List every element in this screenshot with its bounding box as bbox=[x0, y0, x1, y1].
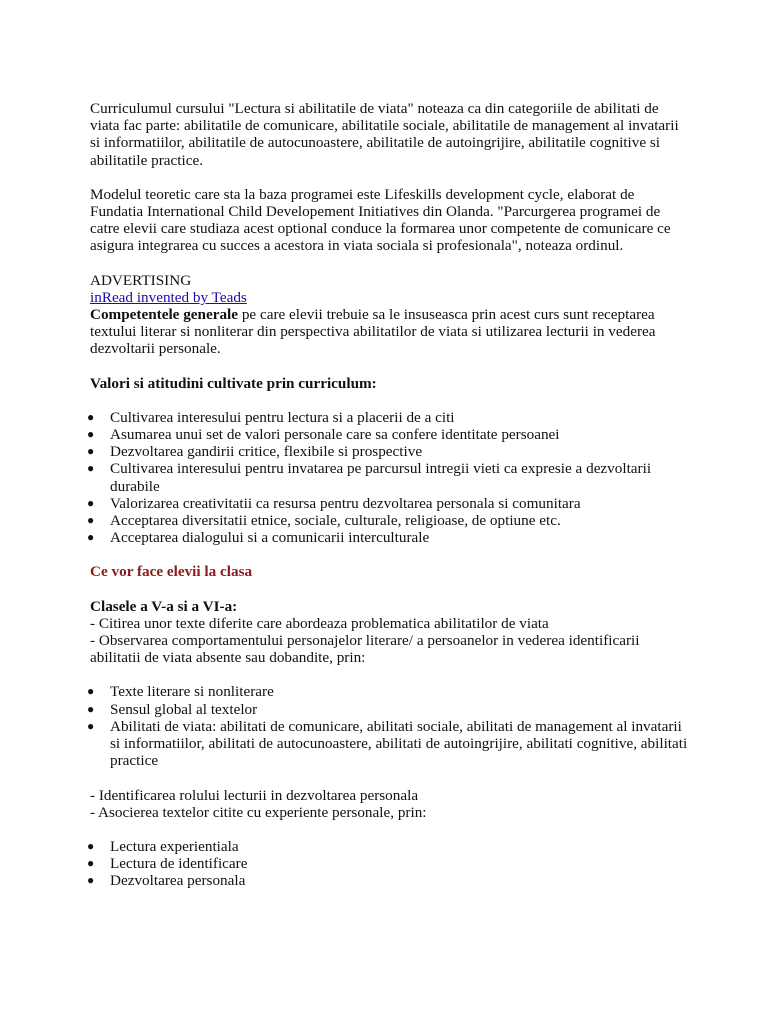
bullet-icon: ● bbox=[87, 873, 95, 888]
clasele-list-2 bbox=[87, 837, 690, 890]
list-item: ● Texte literare si nonliterare bbox=[87, 683, 274, 701]
list-item: ● Sensul global al textelor bbox=[87, 700, 258, 718]
clasele-line-2: - Observarea comportamentului personajelor literare/ a persoanelor in vederea identificarii abilitatii de viata absente sau dobandite, prin: bbox=[90, 632, 640, 667]
bullet-icon: ● bbox=[87, 513, 95, 528]
bullet-icon: ● bbox=[87, 856, 95, 871]
valori-heading: Valori si atitudini cultivate prin curriculum: bbox=[90, 374, 377, 392]
list-item: ● Valorizarea creativitatii ca resursa pentru dezvoltarea personala si comunitara bbox=[87, 494, 581, 512]
bullet-icon: ● bbox=[87, 409, 95, 424]
model-paragraph: Modelul teoretic care sta la baza programei este Lifeskills development cycle, elaborat de Fundatia International Child Developement Initiatives din Olanda. "Parcurgerea programei de catre elevii care studiaza acest optional conduce la formarea unor competente de comunicare ce asigura integrarea cu succes a acestora in viata sociala si profesionala", noteaza ordinul. bbox=[90, 185, 671, 255]
competente-bold: Competentele generale bbox=[90, 306, 239, 324]
intro-paragraph: Curriculumul cursului "Lectura si abilitatile de viata" noteaza ca din categoriile de abilitati de viata fac parte: abilitatile de comunicare, abilitatile sociale, abilitatile de management al invatarii si informatiilor, abilitatile de autocunoastere, abilitatile de autoingrijire, abilitatile cognitive si abilitatile practice. bbox=[90, 100, 679, 169]
bullet-icon: ● bbox=[87, 530, 95, 545]
list-item: ● Asumarea unui set de valori personale care sa confere identitate persoanei bbox=[87, 426, 560, 444]
clasele-heading: Clasele a V-a si a VI-a: bbox=[90, 597, 238, 615]
list-item: ● Dezvoltarea gandirii critice, flexibile si prospective bbox=[87, 443, 423, 461]
competente-rest: pe care elevii trebuie sa le insuseasca prin acest curs sunt receptarea textului literar si nonliterar din perspectiva abilitatilor de viata si utilizarea lecturii in vederea dezvoltarii personale. bbox=[90, 306, 656, 358]
list-item: ● Lectura experientiala bbox=[87, 837, 239, 855]
competente-paragraph bbox=[90, 306, 690, 358]
clasele-line-1: - Citirea unor texte diferite care abordeaza problematica abilitatilor de viata bbox=[90, 614, 549, 632]
bullet-icon: ● bbox=[87, 427, 95, 442]
valori-list bbox=[87, 408, 690, 547]
bullet-icon: ● bbox=[87, 838, 95, 853]
list-item: ● Dezvoltarea personala bbox=[87, 872, 246, 890]
ad-link[interactable]: inRead invented by Teads bbox=[90, 288, 247, 306]
bullet-icon: ● bbox=[87, 461, 95, 476]
list-item: ● Abilitati de viata: abilitati de comunicare, abilitati sociale, abilitati de management al invatarii si informatiilor, abilitati de autocunoastere, abilitati de autoingrijire, abilitati cognitive, abilitati practice bbox=[87, 717, 688, 770]
clasa-heading: Ce vor face elevii la clasa bbox=[90, 563, 253, 581]
clasele-list bbox=[87, 683, 690, 770]
clasele-line-4: - Asocierea textelor citite cu experiente personale, prin: bbox=[90, 803, 427, 821]
list-item: ● Acceptarea diversitatii etnice, sociale, culturale, religioase, de optiune etc. bbox=[87, 512, 561, 530]
list-item: ● Cultivarea interesului pentru lectura si a placerii de a citi bbox=[87, 408, 455, 426]
list-item: ● Lectura de identificare bbox=[87, 855, 248, 873]
bullet-icon: ● bbox=[87, 718, 95, 733]
bullet-icon: ● bbox=[87, 495, 95, 510]
advertising-label: ADVERTISING bbox=[90, 271, 192, 289]
bullet-icon: ● bbox=[87, 684, 95, 699]
bullet-icon: ● bbox=[87, 444, 95, 459]
document-page bbox=[87, 100, 690, 907]
list-item: ● Cultivarea interesului pentru invatarea pe parcursul intregii vieti ca expresie a dezvoltarii durabile bbox=[87, 460, 652, 495]
bullet-icon: ● bbox=[87, 701, 95, 716]
clasele-line-3: - Identificarea rolului lecturii in dezvoltarea personala bbox=[90, 786, 419, 804]
list-item: ● Acceptarea dialogului si a comunicarii interculturale bbox=[87, 529, 430, 547]
